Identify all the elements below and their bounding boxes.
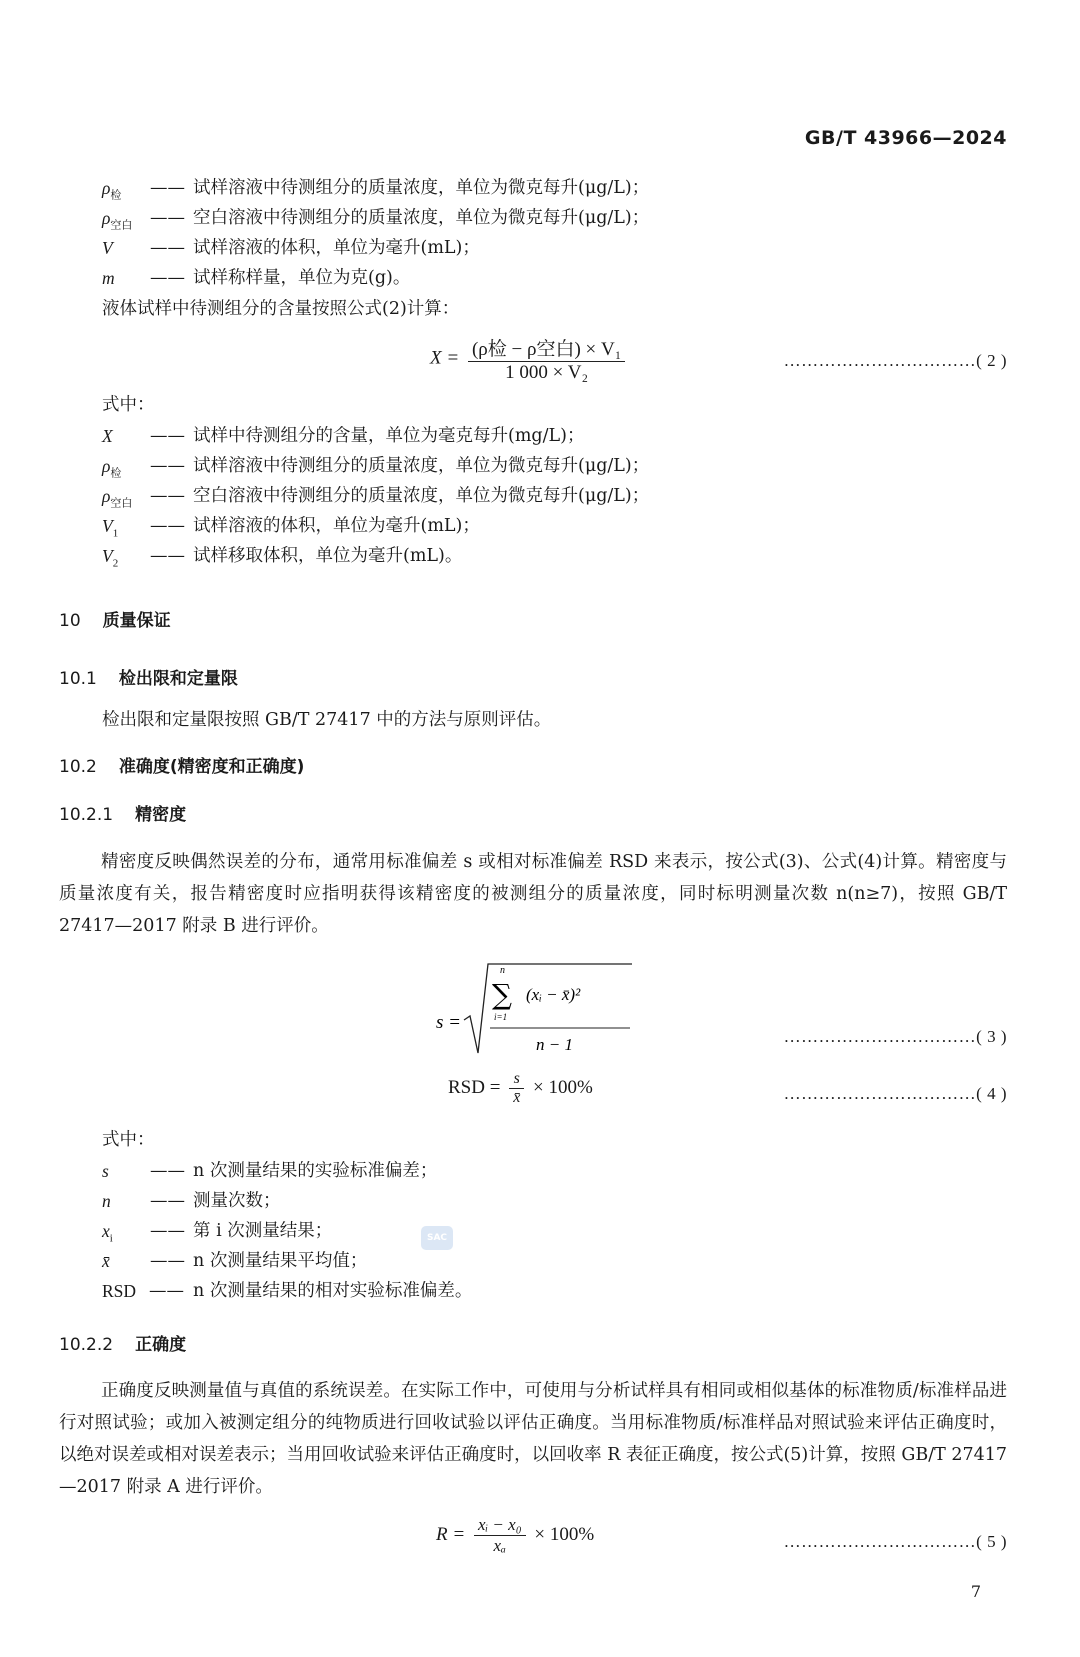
section-10-2-1-body: 精密度反映偶然误差的分布，通常用标准偏差 s 或相对标准偏差 RSD 来表示，按公式(3)、公式(4)计算。精密度与质量浓度有关，报告精密度时应指明获得该精密度的被测组分的质量浓度，同时标明测量次数 n(n≥7)，按照 GB/T 27417—2017 附录 B 进行评价。 (59, 852, 1007, 936)
section-10-2-2-body: 正确度反映测量值与真值的系统误差。在实际工作中，可使用与分析试样具有相同或相似基体的标准物质/标准样品进行对照试验；或加入被测定组分的纯物质进行回收试验以评估正确度。当用标准物质/标准样品对照试验来评估正确度时，以绝对误差或相对误差表示；当用回收试验来评估正确度时，以回收率 R 表征正确度，按公式(5)计算，按照 GB/T 27417—2017 附录 A 进行评价。 (59, 1381, 1007, 1497)
formula-4: RSD = $\frac{s}{x̄}$ × 100% (448, 1070, 593, 1106)
svg-text:i=1: i=1 (494, 1012, 508, 1022)
liquid-intro: 液体试样中待测组分的含量按照公式(2)计算： (102, 299, 460, 319)
var-description: 试样溶液中待测组分的质量浓度，单位为微克每升(μg/L)； (193, 178, 650, 198)
svg-text:n − 1: n − 1 (536, 1035, 573, 1054)
sac-watermark: SAC (421, 1226, 453, 1250)
equation-number-3: ……………………………( 3 ) (783, 1027, 1007, 1046)
svg-text:s =: s = (436, 1012, 461, 1033)
section-heading-10-2-2: 10.2.2 正确度 (59, 1335, 187, 1355)
section-10-1-body: 检出限和定量限按照 GB/T 27417 中的方法与原则评估。 (102, 710, 552, 730)
where-label-2: 式中： (102, 1130, 155, 1150)
equation-number-2: ……………………………( 2 ) (783, 351, 1007, 370)
formula-2: X = $\frac{\text{(ρ检 − ρ空白) × V₁}}{\text{1 000 × V₂}}$ (430, 334, 629, 384)
svg-text:∑: ∑ (492, 978, 512, 1011)
section-heading-10-2-1: 10.2.1 精密度 (59, 805, 187, 825)
var-symbol: $\rho_检$ (102, 178, 122, 202)
where-label: 式中： (102, 395, 155, 415)
page-number: 7 (970, 1582, 981, 1601)
section-heading-10-1: 10.1 检出限和定量限 (59, 669, 238, 689)
formula-5: R = $\frac{\text{xᵢ − x₀}}{\text{xₐ}}$ × 100% (436, 1515, 595, 1555)
standard-code: GB/T 43966—2024 (804, 127, 1007, 149)
section-heading-10: 10 质量保证 (59, 611, 171, 631)
svg-text:n: n (500, 965, 505, 976)
sqrt-formula (436, 958, 636, 1064)
equation-number-4: ……………………………( 4 ) (783, 1084, 1007, 1103)
equation-number-5: ……………………………( 5 ) (783, 1532, 1007, 1551)
svg-text:(xᵢ − x̄)²: (xᵢ − x̄)² (526, 985, 581, 1004)
section-heading-10-2: 10.2 准确度(精密度和正确度) (59, 757, 305, 777)
formula-3 (436, 958, 636, 1070)
document-page: GB/T 43966—2024 $\rho_检$ —— 试样溶液中待测组分的质量浓度，单位为微克每升(μg/L)； $\rho_{空白}$ —— 空白溶液中待测组分的质量浓度，单位为微克每升(μg/L)； V —— 试样溶液的体积，单位为毫升(mL)； m —— 试样称样量，单位为克(g)。 液体试样中待测组分的含量按照公式(2)计算： X = $\frac{\text{(ρ检 − ρ空白) × V₁}}{\text{1 000 × V₂}}$ ……………………………( 2 ) 式中： X —— 试样中待测组分的含量，单位为毫克每升(mg/L)； $\rho_检$ —— 试样溶液中待测组分的质量浓度，单位为微克每升(μg/L)； $\rho_{空白}$ —— 空白溶液中待测组分的质量浓度，单位为微克每升(μg/L)； $V_1$ —— 试样溶液的体积，单位为毫升(mL)； $V_2$ —— 试样移取体积，单位为毫升(mL)。 10 质量保证 10.1 检出限和定量限 检出限和定量限按照 GB/T 27417 中的方法与原则评估。 10.2 准确度(精密度和正确度) 10.2.1 精密度 精密度反映偶然误差的分布，通常用标准偏差 s 或相对标准偏差 RSD 来表示，按公式(3)、公式(4)计算。精密度与质量浓度有关，报告精密度时应指明获得该精密度的被测组分的质量浓度，同时标明测量次数 n(n≥7)，按照 GB/T 27417—2017 附录 B 进行评价。 s = n ∑ i=1 (xᵢ − x̄)² n − 1 ……………………………( 3 ) RSD = $\frac{s}{x̄}$ × 100% ……………………………( 4 ) 式中： s —— n 次测量结果的实验标准偏差； n —— 测量次数； $x_i$ —— 第 i 次测量结果； x̄ —— n 次测量结果平均值； RSD —— n 次测量结果的相对实验标准偏差。 SAC 10.2.2 正确度 正确度反映测量值与真值的系统误差。在实际工作中，可使用与分析试样具有相同或相似基体的标准物质/标准样品进行对照试验；或加入被测定组分的纯物质进行回收试验以评估正确度。当用标准物质/标准样品对照试验来评估正确度时，以绝对误差或相对误差表示；当用回收试验来评估正确度时，以回收率 R 表征正确度，按公式(5)计算，按照 GB/T 27417—2017 附录 A 进行评价。 R = $\frac{\text{xᵢ − x₀}}{\text{xₐ}}$ × 100% ……………………………( 5 ) 7 (0, 0, 1080, 1657)
